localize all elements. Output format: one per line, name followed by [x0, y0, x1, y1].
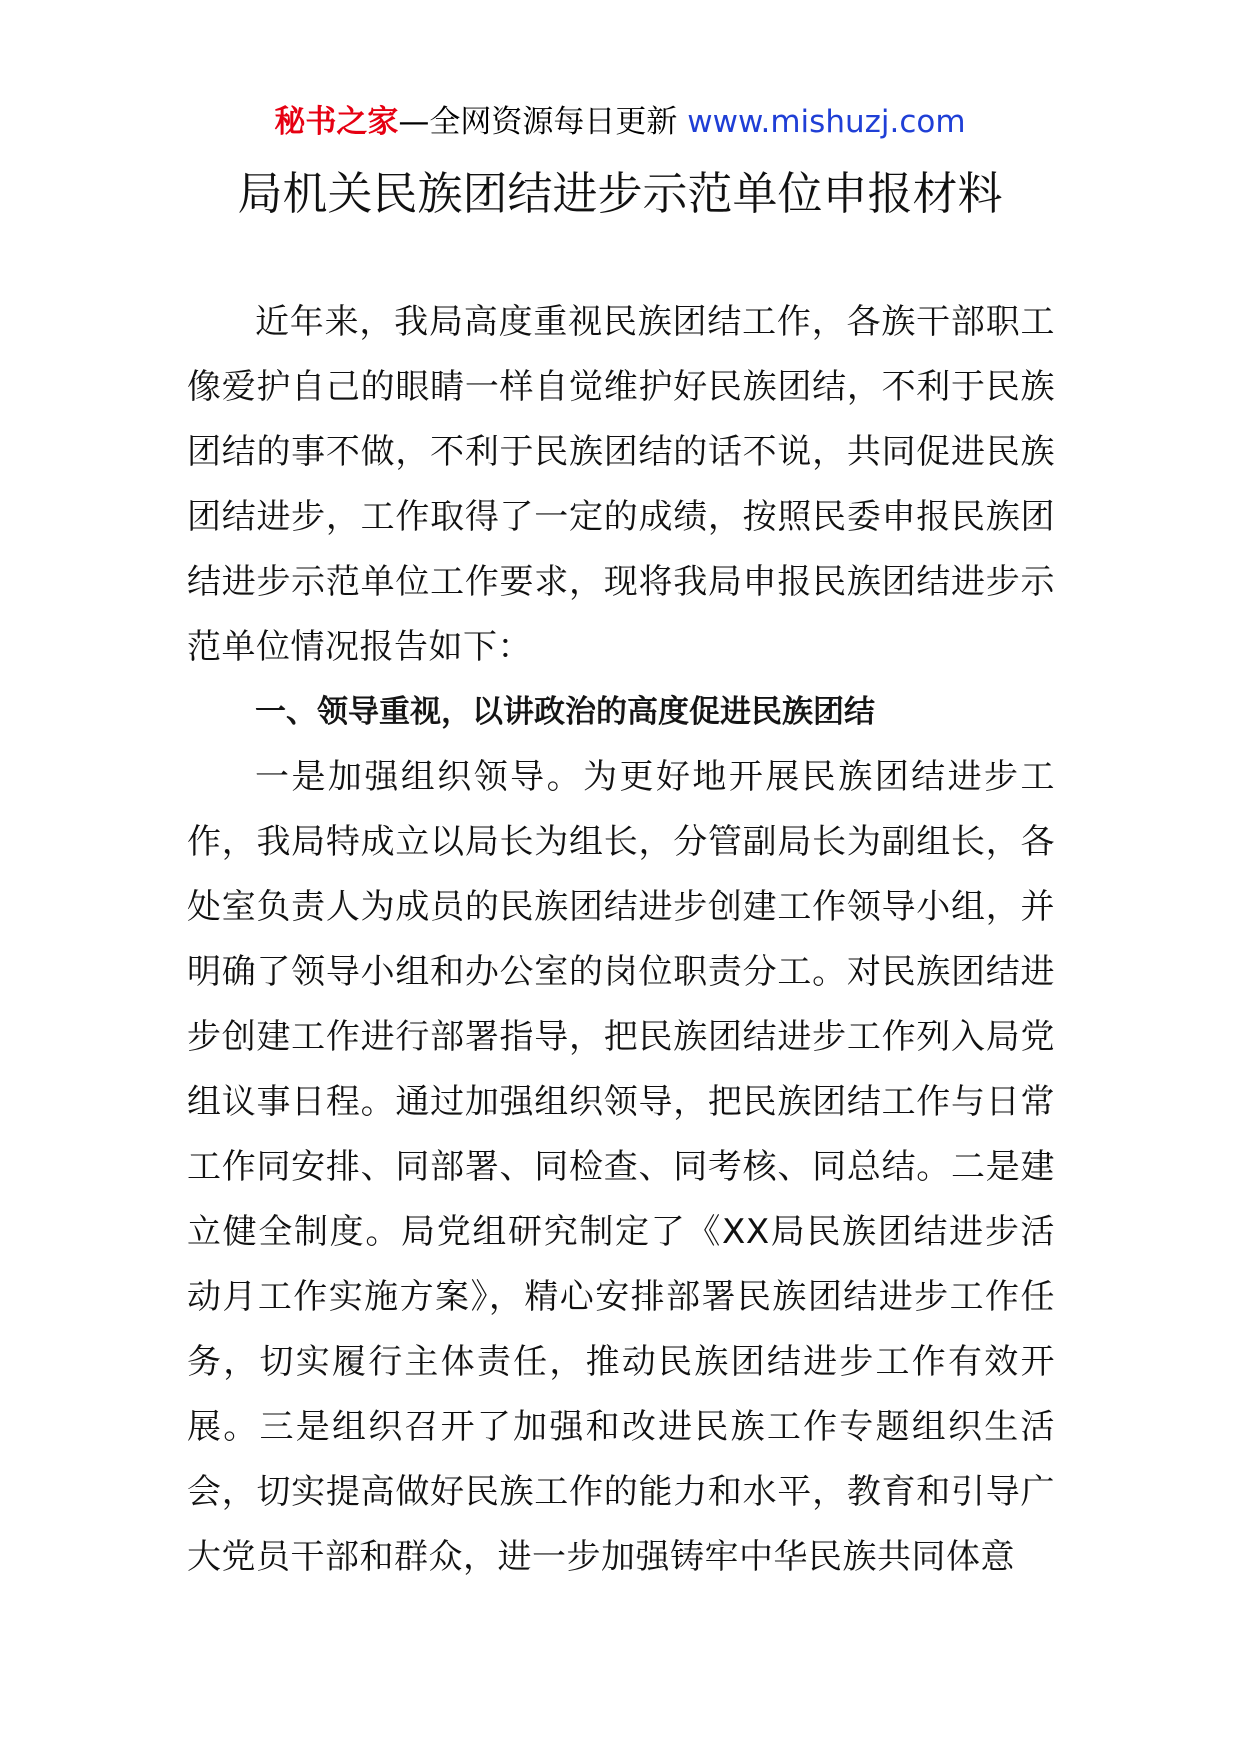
intro-paragraph: 近年来，我局高度重视民族团结工作，各族干部职工像爱护自己的眼睛一样自觉维护好民族团结，不利于民族团结的事不做，不利于民族团结的话不说，共同促进民族团结进步，工作取得了一定的成绩，按照民委申报民族团结进步示范单位工作要求，现将我局申报民族团结进步示范单位情况报告如下： [187, 302, 1055, 667]
section-1-paragraph: 一是加强组织领导。为更好地开展民族团结进步工作，我局特成立以局长为组长，分管副局长为副组长，各处室负责人为成员的民族团结进步创建工作领导小组，并明确了领导小组和办公室的岗位职责分工。对民族团结进步创建工作进行部署指导，把民族团结进步工作列入局党组议事日程。通过加强组织领导，把民族团结工作与日常工作同安排、同部署、同检查、同考核、同总结。二是建立健全制度。局党组研究制定了《XX局民族团结进步活动月工作实施方案》，精心安排部署民族团结进步工作任务，切实履行主体责任，推动民族团结进步工作有效开展。三是组织召开了加强和改进民族工作专题组织生活会，切实提高做好民族工作的能力和水平，教育和引导广大党员干部和群众，进一步加强铸牢中华民族共同体意 [187, 757, 1055, 1577]
document-title: 局机关民族团结进步示范单位申报材料 [237, 167, 1003, 220]
site-banner [0, 100, 1240, 144]
banner-url-link[interactable]: www.mishuzj.com [687, 104, 966, 140]
section-1-heading: 一、领导重视，以讲政治的高度促进民族团结 [255, 694, 875, 730]
document-body [187, 290, 1055, 1590]
banner-brand: 秘书之家 [274, 104, 399, 140]
banner-slogan: —全网资源每日更新 [398, 104, 688, 140]
